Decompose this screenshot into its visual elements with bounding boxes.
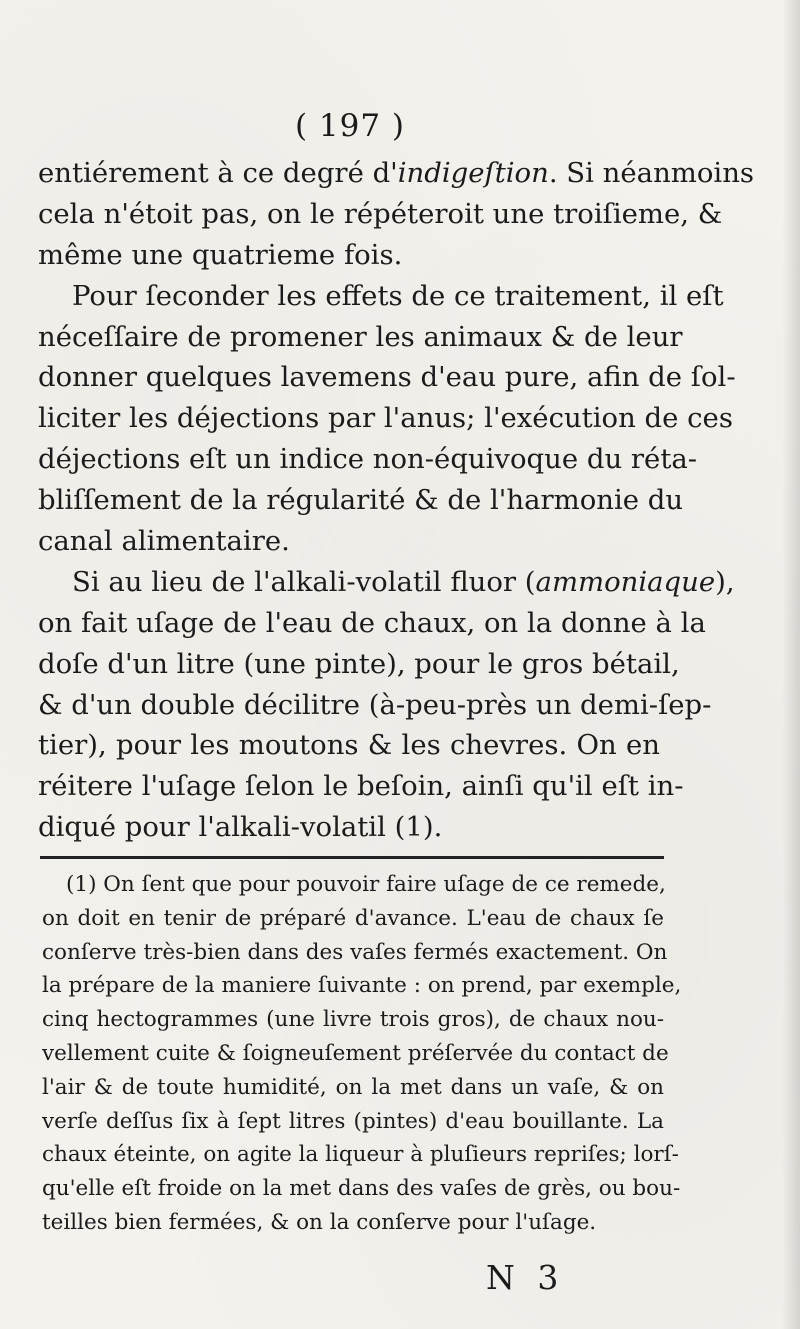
footnote-line: chaux éteinte, on agite la liqueur à pluſieurs repriſes; lorſ- xyxy=(42,1142,679,1168)
page-number: ( 197 ) xyxy=(294,108,406,144)
text-line: même une quatrieme fois. xyxy=(38,238,403,271)
text-line: néceſſaire de promener les animaux & de leur xyxy=(38,320,683,353)
footnote-line: la prépare de la maniere ſuivante : on prend, par exemple, xyxy=(42,973,682,999)
text-line: tier), pour les moutons & les chevres. On en xyxy=(38,729,660,762)
text-line: Pour ſeconder les effets de ce traitement, il eſt xyxy=(72,279,724,312)
footnote-line: l'air & de toute humidité, on la met dans un vaſe, & on xyxy=(42,1074,664,1100)
italic-term: indigeſtion xyxy=(397,157,549,189)
footnote-line: (1) On ſent que pour pouvoir faire uſage de ce remede, xyxy=(66,872,666,897)
text-line: donner quelques lavemens d'eau pure, afin de ſol- xyxy=(38,361,736,394)
text-line: doſe d'un litre (une pinte), pour le gros bétail, xyxy=(38,647,680,680)
text-line: entiérement à ce degré d'indigeſtion. Si néanmoins xyxy=(38,157,755,189)
signature-mark: N 3 xyxy=(486,1258,565,1297)
text-line: réitere l'uſage ſelon le beſoin, ainſi qu'il eſt in- xyxy=(38,770,684,803)
text-line: cela n'étoit pas, on le répéteroit une troiſieme, & xyxy=(38,197,723,230)
footnote-line: conſerve très-bien dans des vaſes fermés exactement. On xyxy=(42,939,668,965)
footnote xyxy=(42,868,682,1240)
footnote-line: cinq hectogrammes (une livre trois gros), de chaux nou- xyxy=(42,1007,664,1033)
text-line: & d'un double décilitre (à-peu-près un demi-ſep- xyxy=(38,688,712,721)
text-line: liciter les déjections par l'anus; l'exécution de ces xyxy=(38,402,733,435)
footnote-line: on doit en tenir de préparé d'avance. L'eau de chaux ſe xyxy=(42,905,664,931)
text-line: diqué pour l'alkali-volatil (1). xyxy=(38,811,443,844)
italic-term: ammoniaque xyxy=(535,565,716,598)
text-line: déjections eſt un indice non-équivoque du réta- xyxy=(38,443,698,476)
footnote-divider xyxy=(40,856,664,859)
footnote-line: vellement cuite & ſoigneuſement préſervée du contact de xyxy=(42,1040,669,1066)
text-line: bliſſement de la régularité & de l'harmonie du xyxy=(38,484,684,517)
main-text xyxy=(38,153,755,848)
footnote-line: qu'elle eſt froide on la met dans des vaſes de grès, ou bou- xyxy=(42,1176,681,1202)
footnote-line: verſe deſſus ſix à ſept litres (pintes) d'eau bouillante. La xyxy=(42,1108,664,1134)
text-line: on fait uſage de l'eau de chaux, on la donne à la xyxy=(38,606,706,639)
text-line: canal alimentaire. xyxy=(38,525,290,558)
page-edge-shadow xyxy=(782,0,800,1329)
text-line: Si au lieu de l'alkali-volatil fluor (ammoniaque), xyxy=(72,565,735,598)
footnote-line: teilles bien fermées, & on la conſerve pour l'uſage. xyxy=(42,1209,597,1235)
